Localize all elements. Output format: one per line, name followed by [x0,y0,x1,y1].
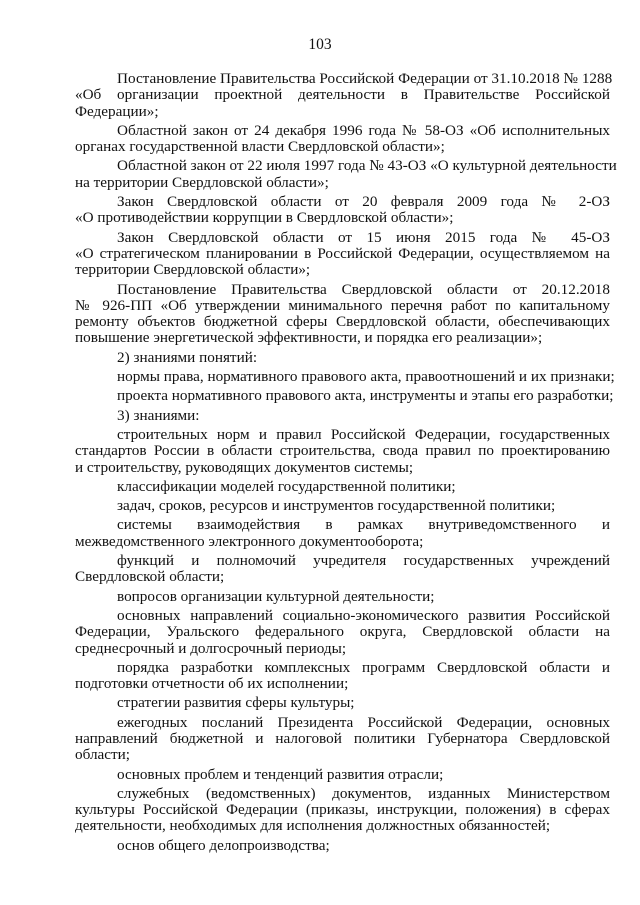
text-line: функций и полномочий учредителя государственных учреждений [117,552,610,570]
text-line: подготовки отчетности об их исполнении; [75,675,349,693]
text-line: нормы права, нормативного правового акта, правоотношений и их признаки; [117,368,615,386]
text-line: 2) знаниями понятий: [117,348,258,366]
text-line: Постановление Правительства Российской Федерации от 31.10.2018 № 1288 [117,70,613,87]
text-line: деятельности, необходимых для исполнения должностных обязанностей; [75,817,551,835]
text-line: задач, сроков, ресурсов и инструментов государственной политики; [117,497,556,515]
text-line: служебных (ведомственных) документов, изданных Министерством [117,784,610,802]
text-line: стандартов России в области строительства, свода правил по проектированию [75,442,610,460]
text-line: ремонту объектов бюджетной сферы Свердловской области, обеспечивающих [75,313,610,331]
text-line: проекта нормативного правового акта, инструменты и этапы его разработки; [117,387,614,405]
page-number: 103 [308,36,332,53]
text-line: на территории Свердловской области»; [75,173,329,191]
text-line: органах государственной власти Свердловской области»; [75,138,445,156]
text-line: «О противодействии коррупции в Свердловской области»; [75,209,454,227]
text-line: направлений бюджетной и налоговой политики Губернатора Свердловской [75,729,610,747]
text-line: Федерации, Уральского федерального округа, Свердловской области на [75,623,610,641]
text-line: Постановление Правительства Свердловской области от 20.12.2018 [117,280,610,298]
text-line: «О стратегическом планировании в Российской Федерации, осуществляемом на [75,244,610,262]
text-line: Закон Свердловской области от 15 июня 2015 года № 45-ОЗ [117,228,610,246]
text-line: Федерации»; [75,102,159,120]
text-line: классификации моделей государственной политики; [117,477,456,495]
text-line: межведомственного электронного документооборота; [75,532,424,550]
text-line: области; [75,746,130,764]
text-line: вопросов организации культурной деятельности; [117,587,435,605]
text-line: Областной закон от 22 июля 1997 года № 43-ОЗ «О культурной деятельности [117,157,617,175]
text-line: и строительству, руководящих документов системы; [75,458,414,476]
text-line: строительных норм и правил Российской Федерации, государственных [117,425,610,443]
document-body [75,70,617,854]
text-line: Закон Свердловской области от 20 февраля 2009 года № 2-ОЗ [117,193,610,211]
text-line: порядка разработки комплексных программ Свердловской области и [117,658,610,676]
text-line: «Об организации проектной деятельности в Правительстве Российской [75,86,610,104]
text-line: повышение энергетической эффективности, и порядка его реализации»; [75,329,543,347]
text-line: № 926-ПП «Об утверждении минимального перечня работ по капитальному [75,296,610,314]
text-line: культуры Российской Федерации (приказы, инструкции, положения) в сферах [75,801,610,819]
text-line: системы взаимодействия в рамках внутриведомственного и [117,516,610,534]
text-line: 3) знаниями: [117,406,200,424]
text-line: среднесрочный и долгосрочный периоды; [75,639,347,657]
text-line: ежегодных посланий Президента Российской Федерации, основных [117,713,610,731]
text-line: основных направлений социально-экономического развития Российской [117,606,610,624]
text-line: территории Свердловской области»; [75,261,311,279]
text-line: стратегии развития сферы культуры; [117,694,355,712]
text-line: основ общего делопроизводства; [117,836,330,854]
text-line: Свердловской области; [75,568,225,586]
text-line: основных проблем и тенденций развития отрасли; [117,765,444,783]
text-line: Областной закон от 24 декабря 1996 года № 58-ОЗ «Об исполнительных [117,121,610,139]
